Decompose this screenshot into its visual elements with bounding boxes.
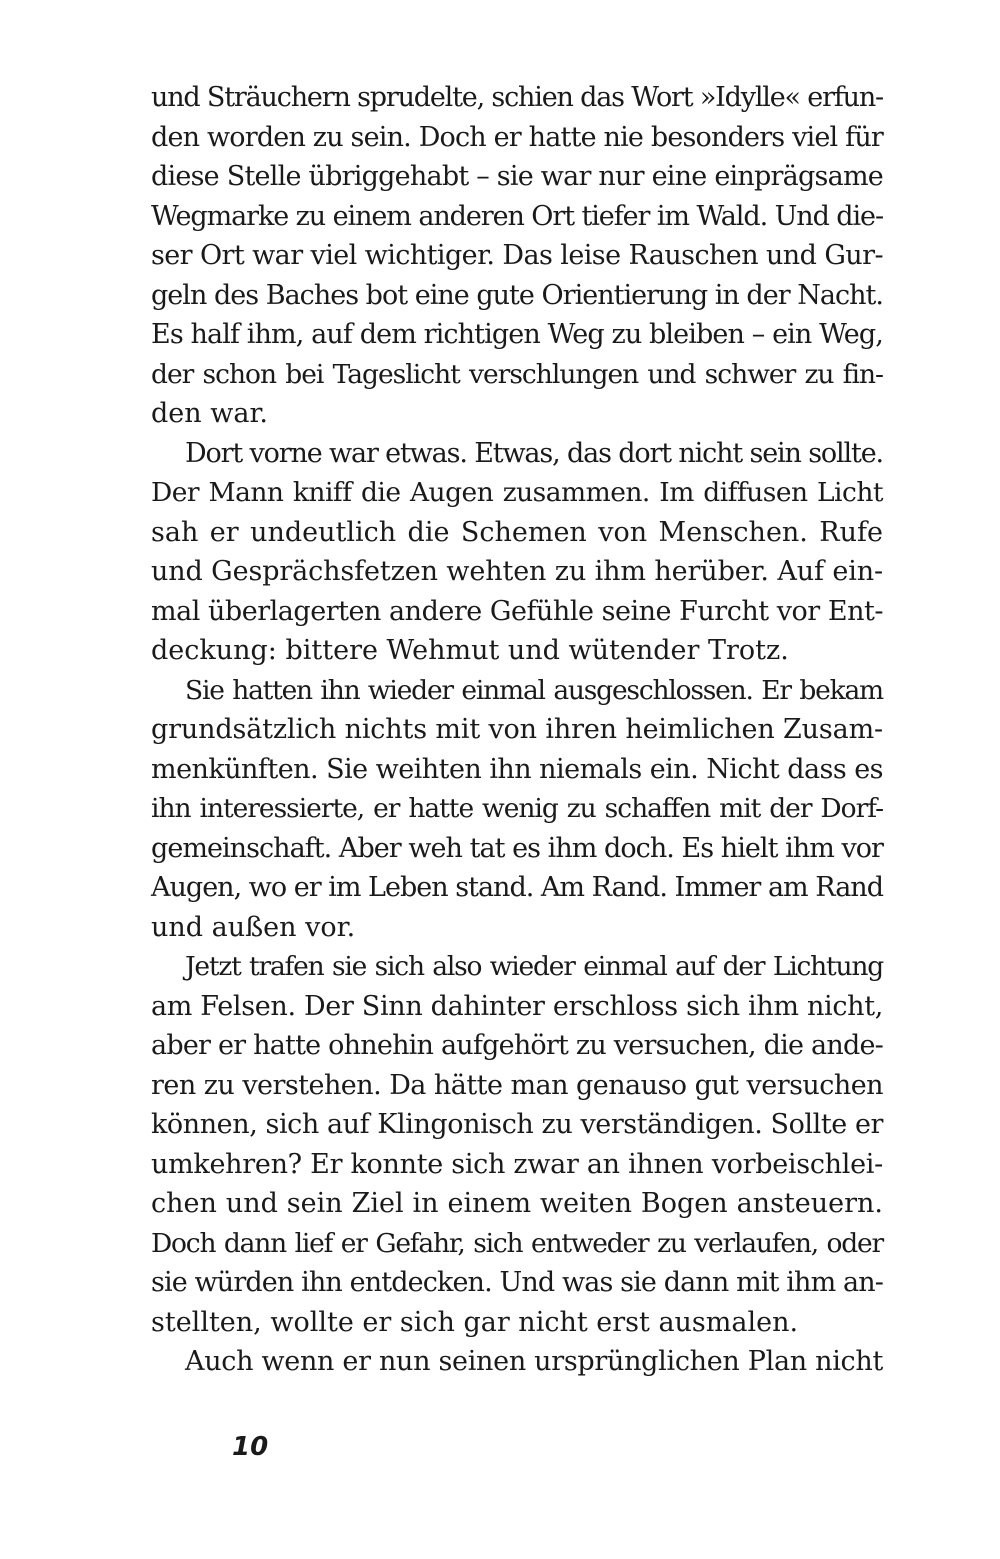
paragraph — [151, 671, 883, 948]
text-line: umkehren? Er konnte sich zwar an ihnen vorbeischlei- — [151, 1148, 883, 1180]
paragraph — [151, 1342, 883, 1382]
text-line: Jetzt trafen sie sich also wieder einmal auf der Lichtung — [185, 951, 883, 982]
page-number: 10 — [232, 1432, 269, 1462]
text-line: Der Mann kniff die Augen zusammen. Im diffusen Licht — [151, 477, 883, 508]
body-text — [151, 78, 883, 1382]
text-line: können, sich auf Klingonisch zu verständigen. Sollte er — [151, 1109, 883, 1140]
text-line: deckung: bittere Wehmut und wütender Trotz. — [151, 635, 789, 666]
text-line: sah er undeutlich die Schemen von Menschen. Rufe — [151, 516, 883, 548]
text-line: grundsätzlich nichts mit von ihren heimlichen Zusam- — [151, 714, 883, 745]
text-line: ihn interessierte, er hatte wenig zu schaffen mit der Dorf- — [151, 793, 883, 824]
text-line: aber er hatte ohnehin aufgehört zu versuchen, die ande- — [151, 1030, 883, 1061]
text-line: diese Stelle übriggehabt – sie war nur eine einprägsame — [151, 161, 883, 192]
text-line: und Sträuchern sprudelte, schien das Wort »Idylle« erfun- — [151, 82, 883, 113]
text-line: Sie hatten ihn wieder einmal ausgeschlossen. Er bekam — [185, 674, 883, 706]
text-line: Auch wenn er nun seinen ursprünglichen Plan nicht — [185, 1346, 883, 1377]
text-line: den worden zu sein. Doch er hatte nie besonders viel für — [151, 121, 883, 153]
text-line: den war. — [151, 398, 268, 429]
text-line: ser Ort war viel wichtiger. Das leise Rauschen und Gur- — [151, 240, 883, 271]
paragraph — [151, 947, 883, 1342]
paragraph — [151, 78, 883, 434]
text-line: Wegmarke zu einem anderen Ort tiefer im Wald. Und die- — [151, 200, 883, 232]
text-line: chen und sein Ziel in einem weiten Bogen ansteuern. — [151, 1188, 883, 1219]
text-line: sie würden ihn entdecken. Und was sie dann mit ihm an- — [151, 1267, 883, 1298]
text-line: und außen vor. — [151, 911, 356, 943]
text-line: Dort vorne war etwas. Etwas, das dort nicht sein sollte. — [185, 437, 883, 469]
text-line: Doch dann lief er Gefahr, sich entweder zu verlaufen, oder — [151, 1227, 883, 1259]
text-line: menkünften. Sie weihten ihn niemals ein. Nicht dass es — [151, 753, 883, 785]
text-line: mal überlagerten andere Gefühle seine Furcht vor Ent- — [151, 595, 883, 627]
text-line: am Felsen. Der Sinn dahinter erschloss sich ihm nicht, — [151, 990, 883, 1022]
text-line: geln des Baches bot eine gute Orientierung in der Nacht. — [151, 279, 883, 311]
text-line: Es half ihm, auf dem richtigen Weg zu bleiben – ein Weg, — [151, 319, 883, 350]
text-line: und Gesprächsfetzen wehten zu ihm herüber. Auf ein- — [151, 556, 883, 587]
text-line: der schon bei Tageslicht verschlungen und schwer zu fin- — [151, 358, 883, 390]
text-line: Augen, wo er im Leben stand. Am Rand. Immer am Rand — [151, 872, 883, 903]
text-line: stellten, wollte er sich gar nicht erst ausmalen. — [151, 1306, 799, 1338]
paragraph — [151, 434, 883, 671]
text-line: ren zu verstehen. Da hätte man genauso gut versuchen — [151, 1069, 883, 1101]
text-line: gemeinschaft. Aber weh tat es ihm doch. Es hielt ihm vor — [151, 832, 883, 864]
